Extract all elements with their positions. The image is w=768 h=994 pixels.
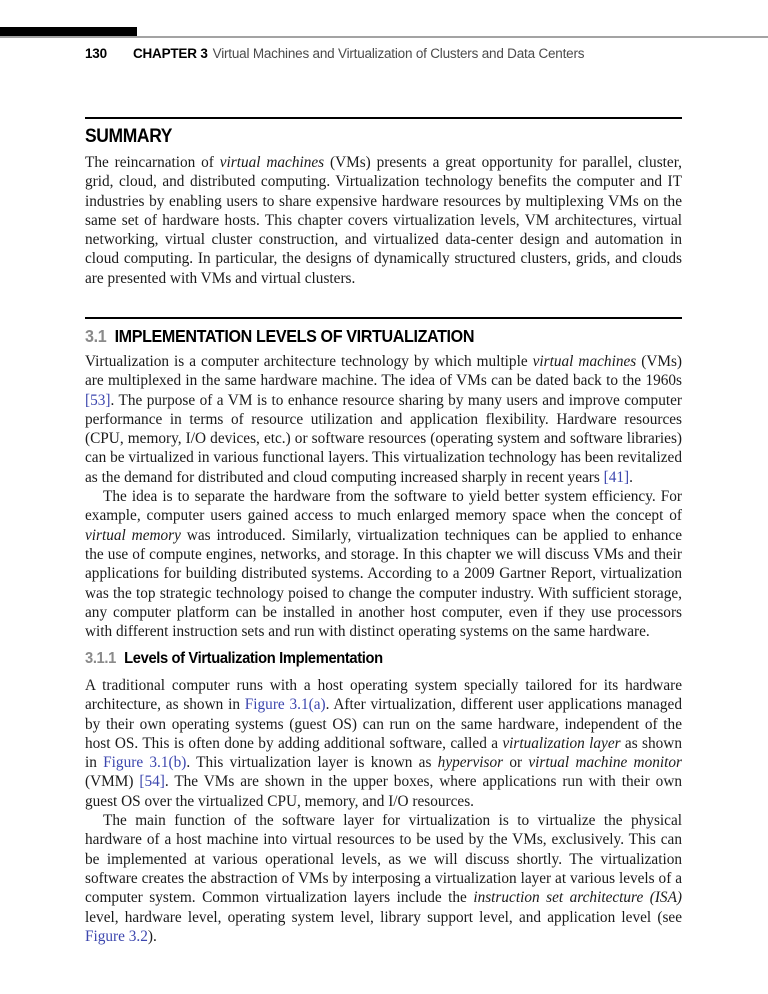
summary-section [85, 117, 682, 288]
text-run: (VMM) [85, 773, 140, 791]
section-3-1-1-heading [85, 649, 634, 668]
text-run: was introduced. Similarly, virtualization techniques can be applied to enhance the use of compute engines, networks, and storage. In this chapter we will discuss VMs and their applications for building distributed systems. According to a 2009 Gartner Report, virtualization was the top strategic technology poised to change the computer industry. With sufficient storage, any computer platform can be installed in another host computer, even if they use processors with different instruction sets and run with distinct operating systems on the same hardware. [85, 526, 683, 641]
text-run: as shown in [85, 734, 682, 772]
figure-3-1a-link[interactable]: Figure 3.1(a) [244, 696, 326, 714]
ref-54-link[interactable]: [54] [139, 773, 165, 791]
text-run: . This virtualization layer is known as [186, 754, 438, 772]
paragraph [85, 811, 682, 946]
paragraph [85, 487, 682, 641]
paragraph [85, 352, 682, 487]
text-run: A traditional computer runs with a host operating system specially tailored for its hardware architecture, as shown in [85, 677, 682, 714]
subsection-title: Levels of Virtualization Implementation [124, 650, 383, 667]
text-run: The idea is to separate the hardware from the software to yield better system efficiency. For example, computer users gained access to much enlarged memory space when the concept of [85, 488, 682, 525]
chapter-label: CHAPTER 3 [132, 46, 208, 61]
italic-text: instruction set architecture (ISA) [473, 889, 683, 907]
text-run: . The purpose of a VM is to enhance resource sharing by many users and improve computer performance in terms of resource utilization and application flexibility. Hardware resources (CPU, memory, I/O devices, etc.) or software resources (operating system and software libraries) can be virtualized in various functional layers. This virtualization technology has been revitalized as the demand for distributed and cloud computing increased sharply in recent years [85, 391, 682, 486]
italic-text: hypervisor [437, 754, 504, 772]
section-rule [85, 317, 682, 319]
figure-3-1b-link[interactable]: Figure 3.1(b) [103, 754, 187, 772]
section-number: 3.1 [85, 326, 107, 346]
ref-53-link[interactable]: [53] [85, 391, 111, 409]
italic-text: virtual machine monitor [528, 754, 682, 772]
italic-text: virtual memory [85, 526, 181, 544]
text-run: (VMs) presents a great opportunity for parallel, cluster, grid, cloud, and distributed computing. Virtualization technology benefits the computer and IT industries by enabling users to share expensive hardware resources by multiplexing VMs on the same set of hardware hosts. This chapter covers virtualization levels, VM architectures, virtual networking, virtual cluster construction, and virtualized data-center design and automation in cloud computing. In particular, the designs of dynamically structured clusters, grids, and clouds are presented with VMs and virtual clusters. [85, 154, 683, 287]
text-run: ). [147, 927, 157, 945]
header-rule [0, 36, 768, 38]
section-3-1 [85, 317, 682, 641]
text-run: . The VMs are shown in the upper boxes, where applications run with their own guest OS over the virtualized CPU, memory, and I/O resources. [85, 773, 683, 810]
section-3-1-paragraphs [85, 352, 682, 641]
summary-heading: SUMMARY [85, 126, 173, 147]
paragraph [85, 676, 682, 811]
text-run: The main function of the software layer for virtualization is to virtualize the physical hardware of a host machine into virtual resources to be used by the VMs, exclusively. This can be implemented at various operational levels, as we will discuss shortly. The virtualization software creates the abstraction of VMs by interposing a virtualization layer at various levels of a computer system. Common virtualization layers include the [85, 812, 682, 907]
italic-text: virtual machines [219, 154, 325, 171]
section-rule [85, 117, 682, 119]
page-number: 130 [85, 46, 107, 61]
text-run: . After virtualization, different user applications managed by their own operating systems (guest OS) can run on the same hardware, independent of the host OS. This is often done by adding additional software, called a [85, 696, 682, 752]
section-3-1-1-paragraphs [85, 676, 682, 946]
text-run: or [503, 754, 529, 772]
subsection-number: 3.1.1 [85, 650, 116, 667]
text-run: . [629, 468, 633, 486]
text-run: level, hardware level, operating system level, library support level, and application level (see [85, 908, 682, 926]
text-run: (VMs) are multiplexed in the same hardware machine. The idea of VMs can be dated back to the 1960s [85, 353, 683, 390]
text-run: The reincarnation of [85, 154, 220, 171]
figure-3-2-link[interactable]: Figure 3.2 [85, 927, 148, 945]
running-header [85, 46, 725, 61]
section-3-1-heading [85, 326, 634, 346]
section-3-1-1 [85, 649, 682, 946]
paragraph [85, 153, 682, 288]
text-run: Virtualization is a computer architecture technology by which multiple [85, 353, 533, 370]
summary-paragraphs [85, 153, 682, 288]
ref-41-link[interactable]: [41] [603, 468, 630, 486]
section-title: IMPLEMENTATION LEVELS OF VIRTUALIZATION [114, 326, 475, 346]
chapter-title: Virtual Machines and Virtualization of Clusters and Data Centers [212, 46, 585, 61]
italic-text: virtualization layer [502, 734, 621, 752]
italic-text: virtual machines [532, 353, 637, 370]
